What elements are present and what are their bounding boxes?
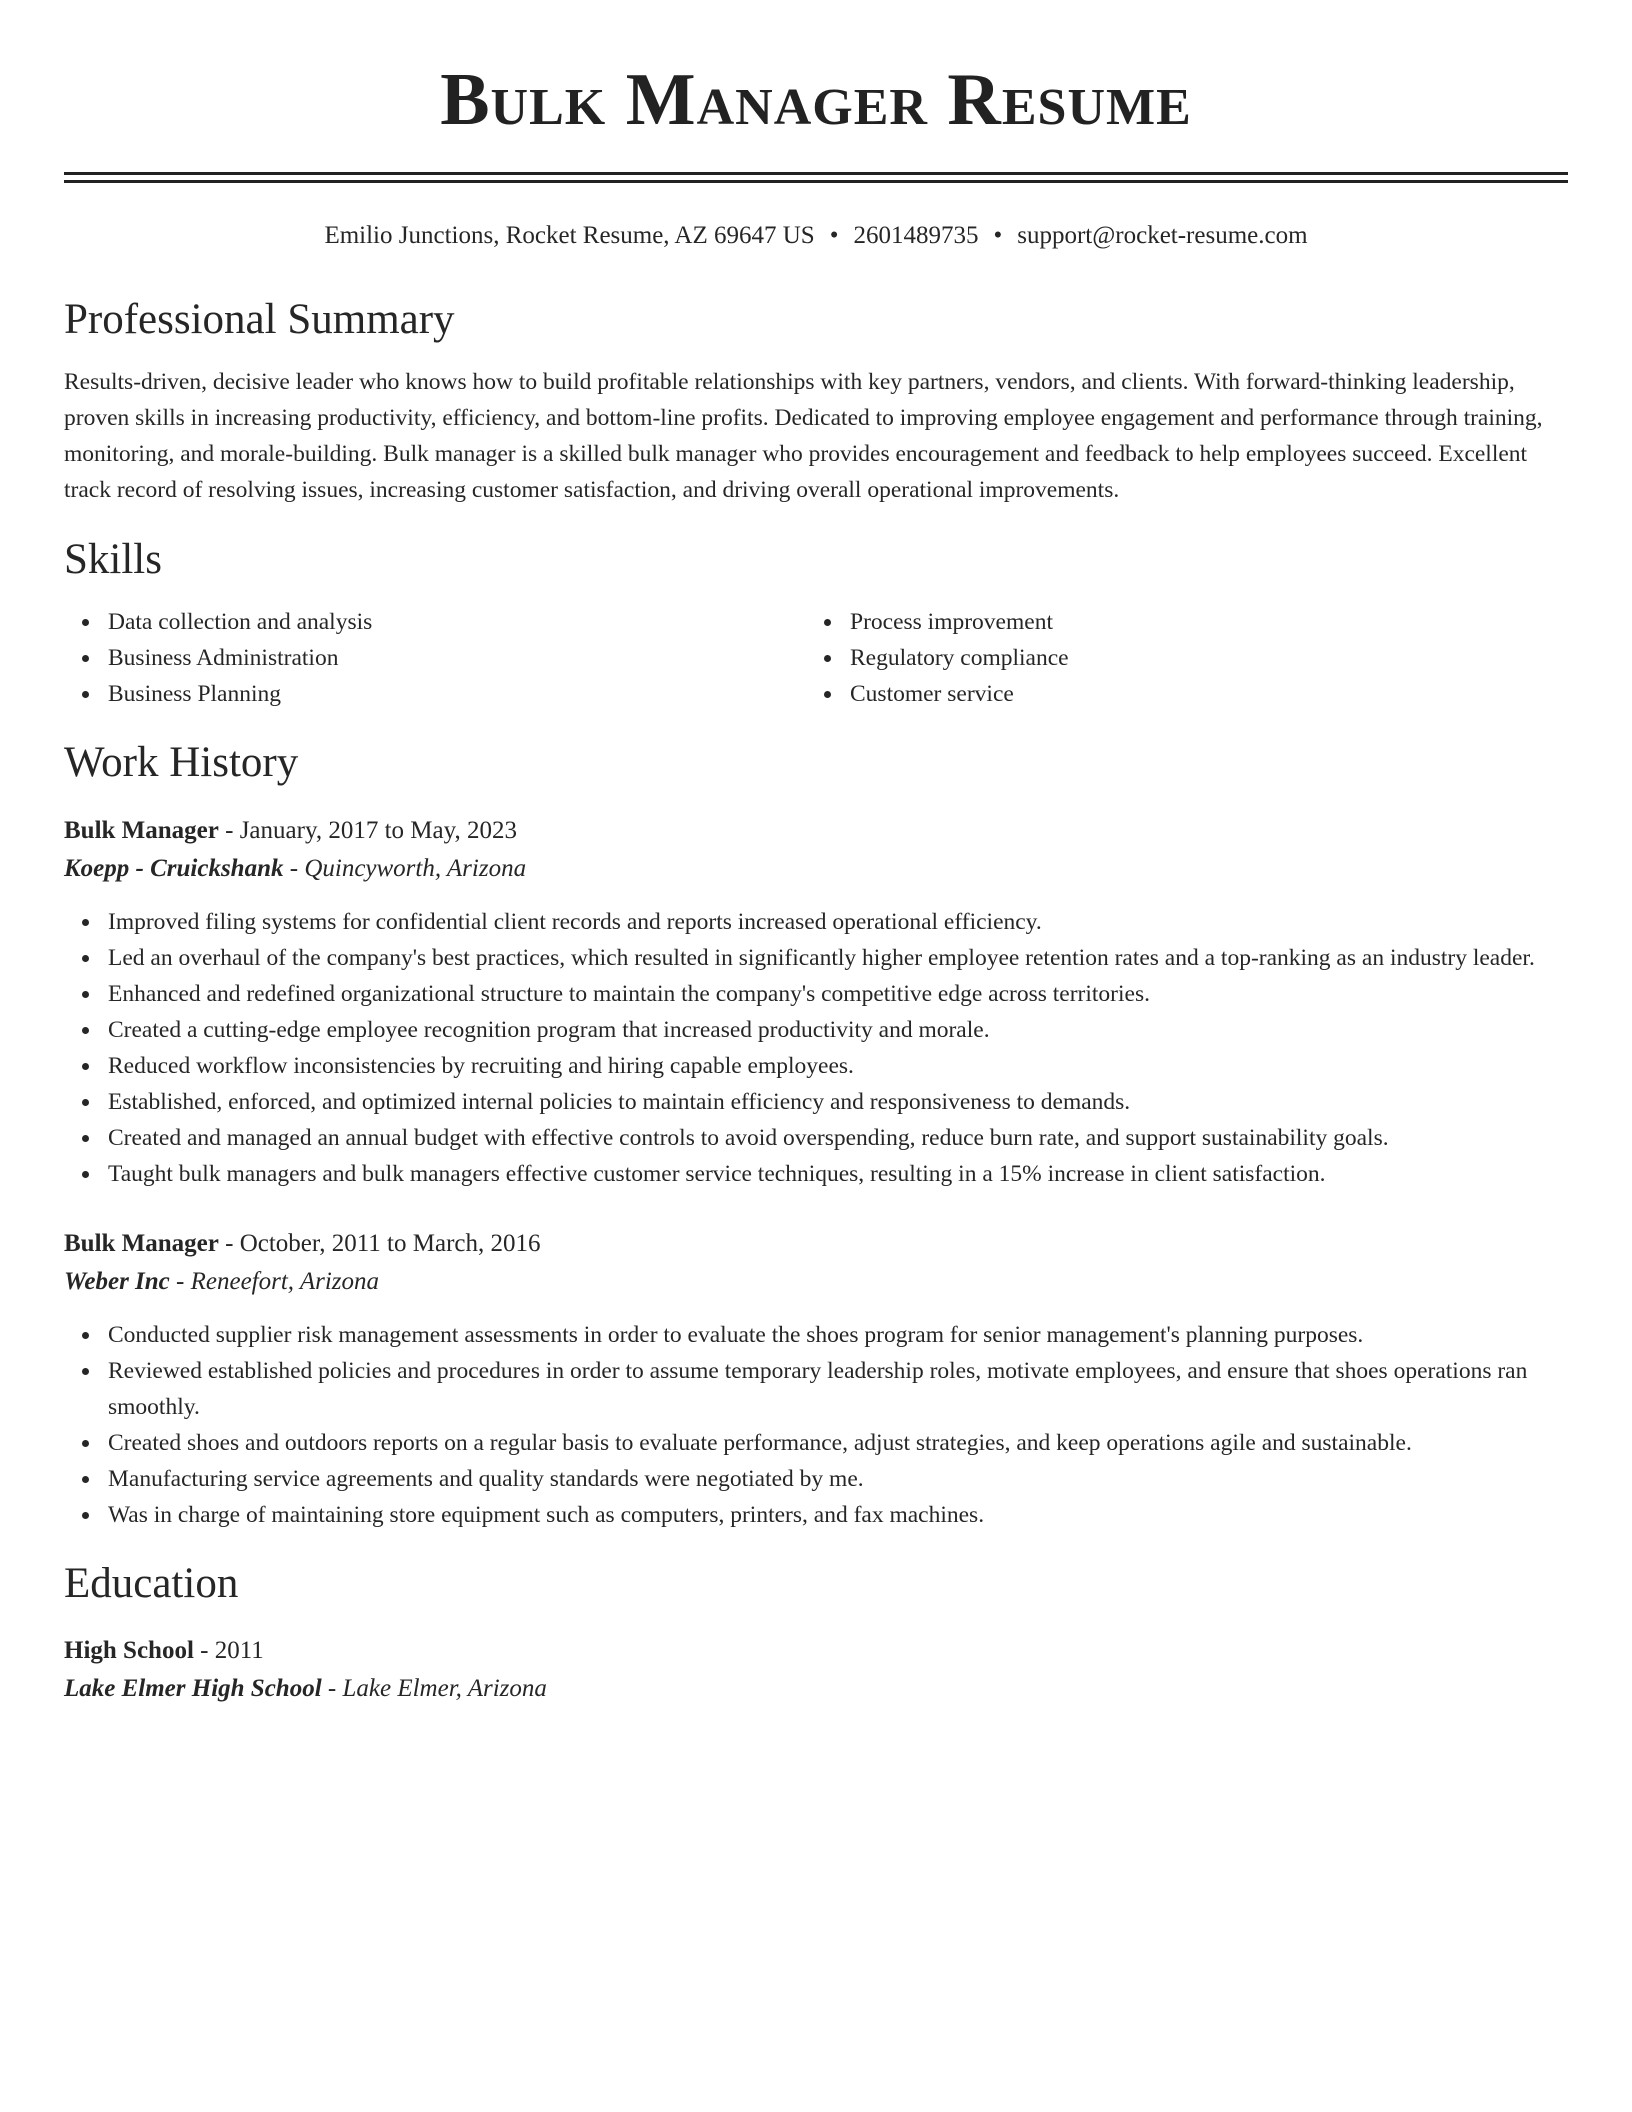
summary-text: Results-driven, decisive leader who knows how to build profitable relationships with key partners, vendors, and clients. With forward-thinking leadership, proven skills in increasing productivity, efficiency, and bottom-line profits. Dedicated to improving employee engagement and performance through training, monitoring, and morale-building. Bulk manager is a skilled bulk manager who provides encouragement and feedback to help employees succeed. Excellent track record of resolving issues, increasing customer satisfaction, and driving overall operational improvements. bbox=[64, 368, 1543, 503]
job-bullet: Created a cutting-edge employee recognition program that increased productivity and morale. bbox=[64, 1012, 1568, 1048]
employer-line: Koepp - Cruickshank - Quincyworth, Arizona bbox=[64, 854, 527, 882]
skill-item: Business Planning bbox=[64, 676, 806, 712]
job-dates: January, 2017 to May, 2023 bbox=[239, 816, 517, 844]
job-title: Bulk Manager bbox=[64, 816, 219, 844]
job-bullet: Enhanced and redefined organizational structure to maintain the company's competitive edge across territories. bbox=[64, 976, 1568, 1012]
job-bullet: Created shoes and outdoors reports on a regular basis to evaluate performance, adjust strategies, and keep operations agile and sustainable. bbox=[64, 1425, 1568, 1461]
skill-item: Data collection and analysis bbox=[64, 604, 806, 640]
job-entry bbox=[64, 812, 1568, 1192]
job-bullet: Created and managed an annual budget with effective controls to avoid overspending, reduce burn rate, and support sustainability goals. bbox=[64, 1120, 1568, 1156]
resume-page bbox=[64, 0, 1568, 1708]
job-bullet: Manufacturing service agreements and quality standards were negotiated by me. bbox=[64, 1461, 1568, 1497]
employer-location: Reneefort, Arizona bbox=[190, 1267, 380, 1295]
title-double-rule bbox=[64, 172, 1568, 183]
employer-location: Quincyworth, Arizona bbox=[304, 854, 527, 882]
contact-email: support@rocket-resume.com bbox=[1017, 222, 1308, 249]
job-bullet: Reviewed established policies and procedures in order to assume temporary leadership roles, motivate employees, and ensure that shoes operations ran smoothly. bbox=[64, 1353, 1568, 1425]
job-entry bbox=[64, 1225, 1568, 1533]
job-title: Bulk Manager bbox=[64, 1229, 219, 1257]
job-bullet: Was in charge of maintaining store equipment such as computers, printers, and fax machines. bbox=[64, 1497, 1568, 1533]
education-heading: Education bbox=[64, 1559, 239, 1607]
skill-item: Process improvement bbox=[806, 604, 1548, 640]
contact-address: Emilio Junctions, Rocket Resume, AZ 69647 US bbox=[324, 222, 815, 249]
job-bullet: Conducted supplier risk management assessments in order to evaluate the shoes program for senior management's planning purposes. bbox=[64, 1317, 1568, 1353]
job-title-line: Bulk Manager - October, 2011 to March, 2016 bbox=[64, 1229, 541, 1257]
job-dates: October, 2011 to March, 2016 bbox=[239, 1229, 541, 1257]
employer-name: Weber Inc bbox=[64, 1267, 170, 1295]
job-bullets bbox=[64, 904, 1568, 1192]
summary-heading: Professional Summary bbox=[64, 296, 455, 343]
degree-line: High School - 2011 bbox=[64, 1637, 264, 1665]
contact-line bbox=[64, 221, 1568, 251]
contact-phone: 2601489735 bbox=[853, 222, 979, 249]
school-location: Lake Elmer, Arizona bbox=[342, 1675, 547, 1703]
job-bullet: Established, enforced, and optimized internal policies to maintain efficiency and responsiveness to demands. bbox=[64, 1084, 1568, 1120]
resume-title: Bulk Manager Resume bbox=[440, 59, 1192, 141]
school-line: Lake Elmer High School - Lake Elmer, Arizona bbox=[64, 1675, 547, 1703]
job-bullets bbox=[64, 1317, 1568, 1533]
job-bullet: Taught bulk managers and bulk managers effective customer service techniques, resulting in a 15% increase in client satisfaction. bbox=[64, 1156, 1568, 1192]
job-title-line: Bulk Manager - January, 2017 to May, 2023 bbox=[64, 816, 517, 844]
skills-heading: Skills bbox=[64, 535, 162, 583]
job-bullet: Reduced workflow inconsistencies by recruiting and hiring capable employees. bbox=[64, 1048, 1568, 1084]
skill-item: Business Administration bbox=[64, 640, 806, 676]
skills-column-right bbox=[806, 604, 1548, 712]
job-bullet: Improved filing systems for confidential client records and reports increased operational efficiency. bbox=[64, 904, 1568, 940]
graduation-year: 2011 bbox=[214, 1637, 264, 1665]
school-name: Lake Elmer High School bbox=[64, 1675, 322, 1703]
skills-list bbox=[64, 604, 1568, 712]
contact-separator: • bbox=[829, 222, 839, 249]
degree: High School bbox=[64, 1637, 194, 1665]
skill-item: Customer service bbox=[806, 676, 1548, 712]
contact-separator: • bbox=[993, 222, 1003, 249]
education-entry bbox=[64, 1632, 1568, 1708]
skill-item: Regulatory compliance bbox=[806, 640, 1548, 676]
employer-line: Weber Inc - Reneefort, Arizona bbox=[64, 1267, 380, 1295]
job-bullet: Led an overhaul of the company's best practices, which resulted in significantly higher employee retention rates and a top-ranking as an industry leader. bbox=[64, 940, 1568, 976]
employer-name: Koepp - Cruickshank bbox=[64, 854, 284, 882]
skills-column-left bbox=[64, 604, 806, 712]
work-history-heading: Work History bbox=[64, 739, 299, 787]
